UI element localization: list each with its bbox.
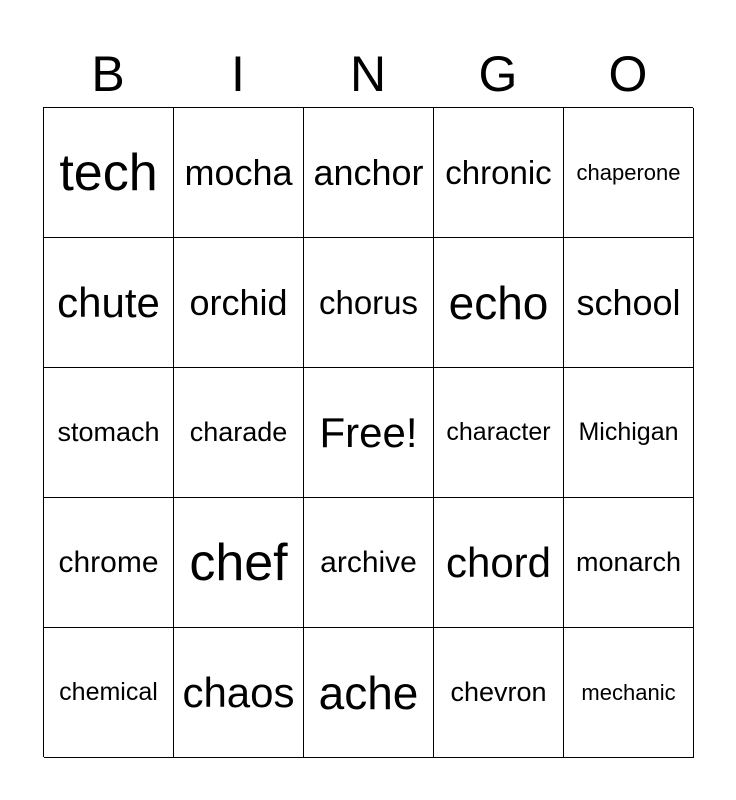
bingo-cell[interactable]: stomach — [44, 368, 174, 498]
bingo-cell[interactable]: chevron — [434, 628, 564, 758]
bingo-cell[interactable]: archive — [304, 498, 434, 628]
bingo-cell[interactable]: echo — [434, 238, 564, 368]
header-letter-b: B — [91, 46, 125, 102]
free-space[interactable]: Free! — [304, 368, 434, 498]
header-letter-i: I — [231, 46, 245, 102]
header-letter-n: N — [349, 46, 387, 102]
bingo-header — [43, 40, 693, 108]
bingo-cell[interactable]: anchor — [304, 108, 434, 238]
bingo-cell[interactable]: chorus — [304, 238, 434, 368]
bingo-cell[interactable]: chef — [174, 498, 304, 628]
bingo-cell[interactable]: character — [434, 368, 564, 498]
header-letter-o: O — [608, 46, 648, 102]
bingo-cell[interactable]: mocha — [174, 108, 304, 238]
bingo-board — [43, 107, 693, 757]
bingo-cell[interactable]: chaos — [174, 628, 304, 758]
bingo-cell[interactable]: mechanic — [564, 628, 694, 758]
bingo-cell[interactable]: orchid — [174, 238, 304, 368]
bingo-cell[interactable]: chronic — [434, 108, 564, 238]
bingo-cell[interactable]: school — [564, 238, 694, 368]
bingo-cell[interactable]: chord — [434, 498, 564, 628]
header-letter-g: G — [478, 46, 518, 102]
bingo-cell[interactable]: chute — [44, 238, 174, 368]
bingo-cell[interactable]: chaperone — [564, 108, 694, 238]
bingo-cell[interactable]: tech — [44, 108, 174, 238]
bingo-cell[interactable]: charade — [174, 368, 304, 498]
bingo-cell[interactable]: Michigan — [564, 368, 694, 498]
bingo-cell[interactable]: chemical — [44, 628, 174, 758]
bingo-cell[interactable]: monarch — [564, 498, 694, 628]
bingo-cell[interactable]: chrome — [44, 498, 174, 628]
bingo-cell[interactable]: ache — [304, 628, 434, 758]
